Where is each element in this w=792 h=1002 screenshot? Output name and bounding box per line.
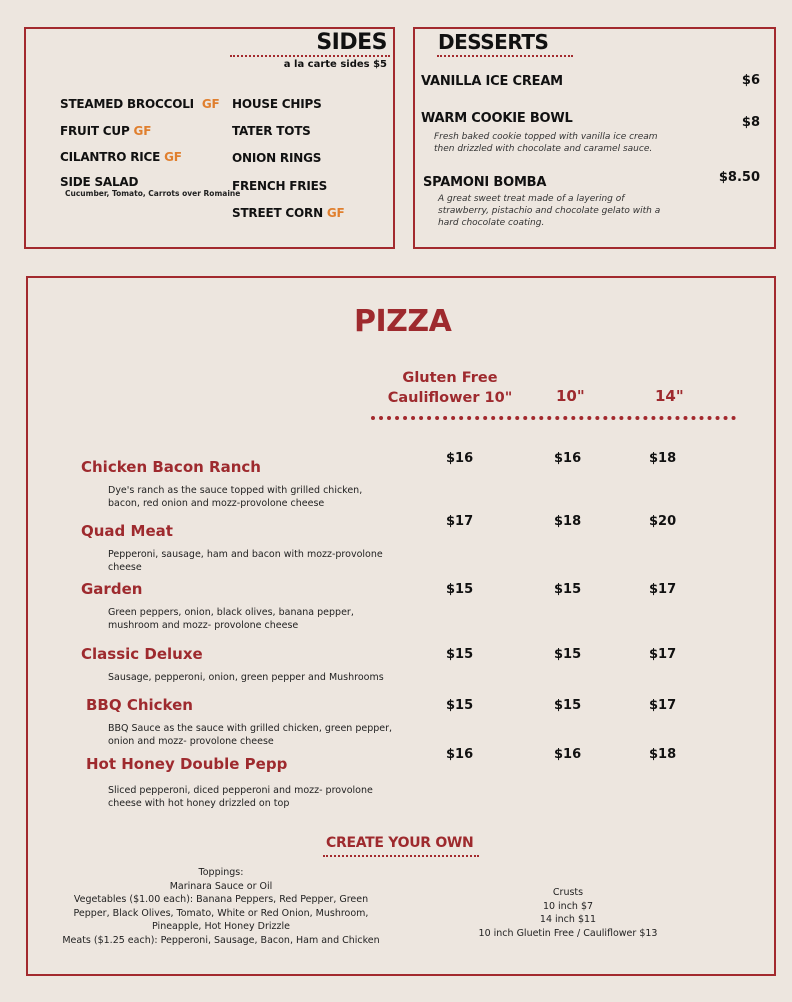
dessert-description: Fresh baked cookie topped with vanilla ice cream then drizzled with chocolate and caramel sauce. bbox=[434, 132, 658, 154]
pizza-name: Chicken Bacon Ranch bbox=[81, 458, 261, 476]
price-14in: $17 bbox=[649, 698, 677, 713]
create-your-own-title: CREATE YOUR OWN bbox=[326, 835, 474, 851]
price-14in: $20 bbox=[649, 514, 677, 529]
side-item-onion-rings: ONION RINGS bbox=[232, 151, 322, 165]
pizza-name: Garden bbox=[81, 580, 143, 598]
dessert-description: A great sweet treat made of a layering of strawberry, pistachio and chocolate gelato with a hard chocolate coating. bbox=[438, 194, 661, 228]
toppings-heading: Toppings: bbox=[198, 867, 244, 878]
price-10in: $15 bbox=[554, 582, 582, 597]
dessert-name: VANILLA ICE CREAM bbox=[421, 74, 563, 89]
toppings-meats: Meats ($1.25 each): Pepperoni, Sausage, Bacon, Ham and Chicken bbox=[62, 934, 380, 946]
pizza-description: Sausage, pepperoni, onion, green pepper and Mushrooms bbox=[108, 672, 384, 683]
dessert-name: WARM COOKIE BOWL bbox=[421, 111, 573, 126]
pizza-name: Hot Honey Double Pepp bbox=[86, 755, 288, 773]
price-gluten-free: $15 bbox=[446, 698, 474, 713]
create-your-own-divider bbox=[323, 855, 479, 857]
toppings-list bbox=[56, 866, 386, 947]
price-gluten-free: $15 bbox=[446, 582, 474, 597]
desserts-divider bbox=[437, 55, 573, 57]
pizza-description: BBQ Sauce as the sauce with grilled chicken, green pepper, onion and mozz- provolone cheese bbox=[108, 723, 393, 747]
toppings-vegetables: Vegetables ($1.00 each): Banana Peppers, Red Pepper, Green Pepper, Black Olives, Tomato, White or Red Onion, Mushroom, Pineapple, Hot Honey Drizzle bbox=[73, 894, 369, 932]
pizza-description: Sliced pepperoni, diced pepperoni and mozz- provolone cheese with hot honey drizzled on top bbox=[108, 785, 373, 809]
dessert-name: SPAMONI BOMBA bbox=[423, 175, 547, 190]
sides-panel bbox=[24, 27, 395, 249]
side-item-cilantro-rice: CILANTRO RICE GF bbox=[60, 150, 182, 164]
price-gluten-free: $15 bbox=[446, 647, 474, 662]
pizza-description: Green peppers, onion, black olives, banana pepper, mushroom and mozz- provolone cheese bbox=[108, 607, 354, 631]
price-14in: $18 bbox=[649, 747, 677, 762]
pizza-header-divider bbox=[371, 416, 736, 420]
sides-divider bbox=[230, 55, 390, 57]
crusts-heading: Crusts bbox=[552, 887, 584, 898]
toppings-sauce: Marinara Sauce or Oil bbox=[169, 880, 273, 892]
crust-10in: 10 inch $7 bbox=[542, 900, 594, 912]
desserts-panel bbox=[413, 27, 776, 249]
column-header-gluten-free: Gluten Free Cauliflower 10" bbox=[387, 370, 513, 406]
price-gluten-free: $16 bbox=[446, 451, 474, 466]
side-item-tater-tots: TATER TOTS bbox=[232, 124, 311, 138]
dessert-price: $8 bbox=[741, 115, 760, 130]
crust-gluten-free: 10 inch Gluetin Free / Cauliflower $13 bbox=[478, 927, 658, 939]
dessert-price: $6 bbox=[741, 73, 760, 88]
side-salad-note: Cucumber, Tomato, Carrots over Romaine bbox=[65, 189, 241, 198]
pizza-name: Classic Deluxe bbox=[81, 645, 203, 663]
pizza-panel bbox=[26, 276, 776, 976]
column-header-10in: 10" bbox=[556, 387, 585, 405]
sides-title: SIDES bbox=[316, 30, 387, 55]
side-item-house-chips: HOUSE CHIPS bbox=[232, 97, 322, 111]
sides-subtitle: a la carte sides $5 bbox=[283, 59, 387, 70]
pizza-name: Quad Meat bbox=[81, 522, 173, 540]
price-10in: $18 bbox=[554, 514, 582, 529]
dessert-price: $8.50 bbox=[718, 170, 760, 185]
side-item-side-salad: SIDE SALAD bbox=[60, 175, 139, 189]
price-10in: $15 bbox=[554, 698, 582, 713]
side-item-french-fries: FRENCH FRIES bbox=[232, 179, 328, 193]
side-item-street-corn: STREET CORN GF bbox=[232, 206, 345, 220]
price-gluten-free: $17 bbox=[446, 514, 474, 529]
pizza-description: Pepperoni, sausage, ham and bacon with mozz-provolone cheese bbox=[108, 549, 383, 573]
price-10in: $16 bbox=[554, 451, 582, 466]
price-14in: $17 bbox=[649, 582, 677, 597]
crust-14in: 14 inch $11 bbox=[539, 914, 597, 925]
pizza-title: PIZZA bbox=[354, 304, 452, 339]
side-item-steamed-broccoli: STEAMED BROCCOLI GF bbox=[60, 97, 220, 111]
desserts-title: DESSERTS bbox=[438, 30, 549, 54]
column-header-14in: 14" bbox=[655, 387, 684, 405]
price-14in: $17 bbox=[649, 647, 677, 662]
pizza-description: Dye's ranch as the sauce topped with grilled chicken, bacon, red onion and mozz-provolone cheese bbox=[108, 485, 363, 509]
pizza-name: BBQ Chicken bbox=[86, 696, 193, 714]
price-14in: $18 bbox=[649, 451, 677, 466]
side-item-fruit-cup: FRUIT CUP GF bbox=[60, 124, 152, 138]
crusts-list bbox=[468, 886, 668, 940]
price-gluten-free: $16 bbox=[446, 747, 474, 762]
price-10in: $15 bbox=[554, 647, 582, 662]
price-10in: $16 bbox=[554, 747, 582, 762]
